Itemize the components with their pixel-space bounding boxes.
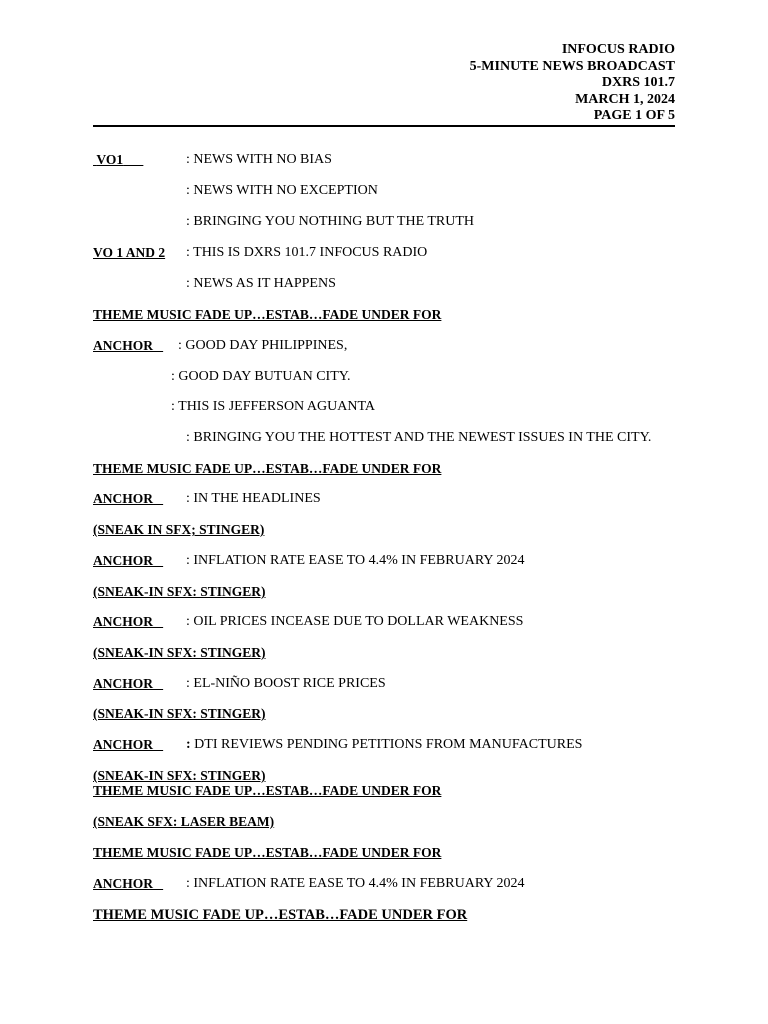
anchor-line: : GOOD DAY BUTUAN CITY. bbox=[171, 369, 351, 384]
vo12-line: : NEWS AS IT HAPPENS bbox=[186, 276, 336, 291]
anchor-label: ANCHOR bbox=[93, 553, 153, 568]
headline-line bbox=[186, 737, 582, 753]
sfx-cue: (SNEAK-IN SFX: STINGER) bbox=[93, 645, 266, 660]
anchor-label: ANCHOR bbox=[93, 876, 153, 891]
theme-music-cue: THEME MUSIC FADE UP…ESTAB…FADE UNDER FOR bbox=[93, 845, 442, 860]
station-name: INFOCUS RADIO bbox=[561, 42, 675, 57]
headline-colon: : bbox=[186, 737, 191, 752]
headline-text: DTI REVIEWS PENDING PETITIONS FROM MANUFACTURES bbox=[190, 737, 583, 752]
headline-line: : OIL PRICES INCEASE DUE TO DOLLAR WEAKNESS bbox=[186, 614, 524, 629]
anchor-line: : IN THE HEADLINES bbox=[186, 491, 321, 506]
anchor-line: : THIS IS JEFFERSON AGUANTA bbox=[171, 399, 375, 414]
vo1-line: : NEWS WITH NO BIAS bbox=[186, 152, 332, 167]
sfx-cue: (SNEAK-IN SFX: STINGER) bbox=[93, 584, 266, 599]
vo1-line: : NEWS WITH NO EXCEPTION bbox=[186, 183, 378, 198]
anchor-label: ANCHOR bbox=[93, 737, 153, 752]
theme-music-cue: THEME MUSIC FADE UP…ESTAB…FADE UNDER FOR bbox=[93, 461, 442, 476]
page-number: PAGE 1 OF 5 bbox=[593, 108, 675, 123]
vo12-line: : THIS IS DXRS 101.7 INFOCUS RADIO bbox=[186, 245, 428, 260]
story-line: : INFLATION RATE EASE TO 4.4% IN FEBRUARY 2024 bbox=[186, 876, 525, 891]
vo12-label: VO 1 AND 2 bbox=[93, 245, 166, 260]
vo1-line: : BRINGING YOU NOTHING BUT THE TRUTH bbox=[186, 214, 475, 229]
vo1-label: VO1 bbox=[96, 152, 124, 167]
headline-line: : EL-NIÑO BOOST RICE PRICES bbox=[186, 676, 386, 691]
document-header bbox=[470, 42, 675, 125]
sfx-cue: (SNEAK SFX: LASER BEAM) bbox=[93, 814, 275, 829]
anchor-label: ANCHOR bbox=[93, 338, 153, 353]
headline-line: : INFLATION RATE EASE TO 4.4% IN FEBRUARY 2024 bbox=[186, 553, 525, 568]
header-rule bbox=[93, 125, 675, 127]
theme-music-cue: THEME MUSIC FADE UP…ESTAB…FADE UNDER FOR bbox=[93, 307, 442, 322]
anchor-line: : BRINGING YOU THE HOTTEST AND THE NEWEST ISSUES IN THE CITY. bbox=[186, 430, 652, 445]
anchor-label: ANCHOR bbox=[93, 676, 153, 691]
theme-music-cue: THEME MUSIC FADE UP…ESTAB…FADE UNDER FOR bbox=[93, 907, 468, 923]
sfx-cue: (SNEAK-IN SFX: STINGER) bbox=[93, 768, 266, 783]
anchor-label: ANCHOR bbox=[93, 614, 153, 629]
anchor-line: : GOOD DAY PHILIPPINES, bbox=[178, 338, 348, 353]
theme-music-cue: THEME MUSIC FADE UP…ESTAB…FADE UNDER FOR bbox=[93, 783, 442, 798]
program-name: 5-MINUTE NEWS BROADCAST bbox=[469, 58, 675, 74]
broadcast-date: MARCH 1, 2024 bbox=[575, 91, 675, 107]
sfx-cue: (SNEAK IN SFX; STINGER) bbox=[93, 522, 265, 537]
sfx-cue: (SNEAK-IN SFX: STINGER) bbox=[93, 706, 266, 721]
anchor-label: ANCHOR bbox=[93, 491, 153, 506]
call-sign: DXRS 101.7 bbox=[601, 75, 675, 90]
